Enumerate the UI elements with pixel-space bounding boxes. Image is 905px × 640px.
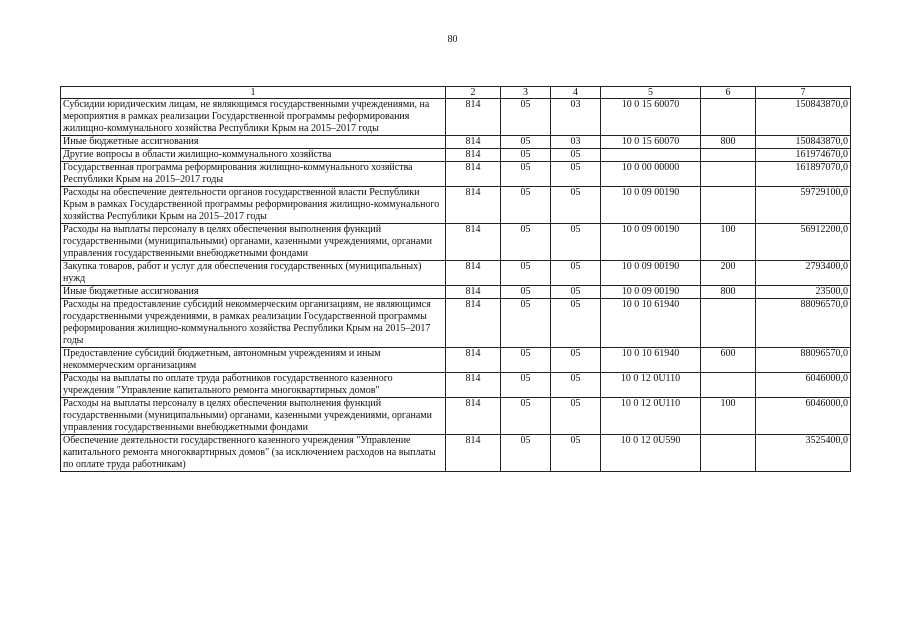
row-target-article: 10 0 10 61940 xyxy=(601,299,701,348)
row-section-code: 05 xyxy=(501,136,551,149)
row-target-article: 10 0 15 60070 xyxy=(601,136,701,149)
row-ministry-code: 814 xyxy=(446,99,501,136)
row-expense-type: 800 xyxy=(701,286,756,299)
row-target-article: 10 0 09 00190 xyxy=(601,187,701,224)
row-target-article xyxy=(601,149,701,162)
row-amount: 6046000,0 xyxy=(756,373,851,398)
row-subsection-code: 05 xyxy=(551,187,601,224)
row-subsection-code: 03 xyxy=(551,99,601,136)
table-row xyxy=(61,286,851,299)
row-subsection-code: 05 xyxy=(551,286,601,299)
table-row xyxy=(61,162,851,187)
row-amount: 88096570,0 xyxy=(756,299,851,348)
row-name: Расходы на выплаты по оплате труда работников государственного казенного учреждения "Управление капитального ремонта многоквартирных домов" xyxy=(61,373,446,398)
row-ministry-code: 814 xyxy=(446,286,501,299)
row-ministry-code: 814 xyxy=(446,348,501,373)
row-section-code: 05 xyxy=(501,162,551,187)
row-subsection-code: 05 xyxy=(551,348,601,373)
row-amount: 23500,0 xyxy=(756,286,851,299)
row-ministry-code: 814 xyxy=(446,136,501,149)
row-expense-type: 100 xyxy=(701,224,756,261)
row-name: Закупка товаров, работ и услуг для обеспечения государственных (муниципальных) нужд xyxy=(61,261,446,286)
row-expense-type: 200 xyxy=(701,261,756,286)
table-row xyxy=(61,373,851,398)
row-amount: 2793400,0 xyxy=(756,261,851,286)
row-ministry-code: 814 xyxy=(446,373,501,398)
row-target-article: 10 0 12 0U590 xyxy=(601,435,701,472)
row-expense-type xyxy=(701,373,756,398)
row-subsection-code: 05 xyxy=(551,261,601,286)
table-row xyxy=(61,224,851,261)
row-subsection-code: 05 xyxy=(551,162,601,187)
row-section-code: 05 xyxy=(501,286,551,299)
row-section-code: 05 xyxy=(501,299,551,348)
row-name: Расходы на обеспечение деятельности органов государственной власти Республики Крым в рамках Государственной программы реформирования жилищно-коммунального хозяйства Республики Крым на 2015–2017 годы xyxy=(61,187,446,224)
table-row xyxy=(61,149,851,162)
row-expense-type xyxy=(701,299,756,348)
row-ministry-code: 814 xyxy=(446,398,501,435)
row-section-code: 05 xyxy=(501,373,551,398)
row-amount: 59729100,0 xyxy=(756,187,851,224)
row-name: Иные бюджетные ассигнования xyxy=(61,136,446,149)
row-name: Иные бюджетные ассигнования xyxy=(61,286,446,299)
row-section-code: 05 xyxy=(501,187,551,224)
row-amount: 161974670,0 xyxy=(756,149,851,162)
row-name: Расходы на предоставление субсидий некоммерческим организациям, не являющимся государственными учреждениями, в рамках реализации Государственной программы реформирования жилищно-коммунального хозяйства Республики Крым на 2015–2017 годы xyxy=(61,299,446,348)
row-amount: 56912200,0 xyxy=(756,224,851,261)
header-row xyxy=(61,87,851,99)
table-row xyxy=(61,398,851,435)
header-cell: 4 xyxy=(551,87,601,99)
row-subsection-code: 05 xyxy=(551,373,601,398)
row-expense-type xyxy=(701,187,756,224)
table-row xyxy=(61,299,851,348)
row-name: Субсидии юридическим лицам, не являющимся государственными учреждениями, на мероприятия в рамках реализации Государственной программы реформирования жилищно-коммунального хозяйства Республики Крым на 2015–2017 годы xyxy=(61,99,446,136)
row-ministry-code: 814 xyxy=(446,261,501,286)
row-expense-type xyxy=(701,435,756,472)
row-section-code: 05 xyxy=(501,398,551,435)
row-name: Обеспечение деятельности государственного казенного учреждения "Управление капитального ремонта многоквартирных домов" (за исключением расходов на выплаты по оплате труда работникам) xyxy=(61,435,446,472)
row-section-code: 05 xyxy=(501,99,551,136)
row-target-article: 10 0 00 00000 xyxy=(601,162,701,187)
row-amount: 88096570,0 xyxy=(756,348,851,373)
row-target-article: 10 0 09 00190 xyxy=(601,224,701,261)
row-subsection-code: 05 xyxy=(551,224,601,261)
header-cell: 1 xyxy=(61,87,446,99)
row-expense-type xyxy=(701,99,756,136)
row-amount: 6046000,0 xyxy=(756,398,851,435)
table-row xyxy=(61,136,851,149)
row-ministry-code: 814 xyxy=(446,162,501,187)
row-target-article: 10 0 15 60070 xyxy=(601,99,701,136)
row-target-article: 10 0 09 00190 xyxy=(601,286,701,299)
row-amount: 150843870,0 xyxy=(756,136,851,149)
row-target-article: 10 0 10 61940 xyxy=(601,348,701,373)
row-name: Расходы на выплаты персоналу в целях обеспечения выполнения функций государственными (муниципальными) органами, казенными учреждениями, органами управления государственными внебюджетными фондами xyxy=(61,398,446,435)
table-row xyxy=(61,187,851,224)
row-subsection-code: 05 xyxy=(551,398,601,435)
page-number: 80 xyxy=(447,34,458,45)
header-cell: 3 xyxy=(501,87,551,99)
table-row xyxy=(61,99,851,136)
row-ministry-code: 814 xyxy=(446,224,501,261)
row-subsection-code: 05 xyxy=(551,149,601,162)
row-ministry-code: 814 xyxy=(446,435,501,472)
row-name: Другие вопросы в области жилищно-коммунального хозяйства xyxy=(61,149,446,162)
row-section-code: 05 xyxy=(501,435,551,472)
header-cell: 2 xyxy=(446,87,501,99)
row-amount: 150843870,0 xyxy=(756,99,851,136)
row-section-code: 05 xyxy=(501,261,551,286)
table-row xyxy=(61,348,851,373)
row-target-article: 10 0 12 0U110 xyxy=(601,373,701,398)
row-name: Предоставление субсидий бюджетным, автономным учреждениям и иным некоммерческим организациям xyxy=(61,348,446,373)
row-target-article: 10 0 09 00190 xyxy=(601,261,701,286)
row-expense-type: 100 xyxy=(701,398,756,435)
budget-table xyxy=(60,86,851,472)
row-ministry-code: 814 xyxy=(446,187,501,224)
row-name: Государственная программа реформирования жилищно-коммунального хозяйства Республики Крым на 2015–2017 годы xyxy=(61,162,446,187)
row-section-code: 05 xyxy=(501,348,551,373)
header-cell: 5 xyxy=(601,87,701,99)
row-subsection-code: 05 xyxy=(551,299,601,348)
row-name: Расходы на выплаты персоналу в целях обеспечения выполнения функций государственными (муниципальными) органами, казенными учреждениями, органами управления государственными внебюджетными фондами xyxy=(61,224,446,261)
table-row xyxy=(61,261,851,286)
row-section-code: 05 xyxy=(501,149,551,162)
row-ministry-code: 814 xyxy=(446,299,501,348)
row-amount: 161897070,0 xyxy=(756,162,851,187)
row-expense-type: 800 xyxy=(701,136,756,149)
row-ministry-code: 814 xyxy=(446,149,501,162)
header-cell: 7 xyxy=(756,87,851,99)
row-expense-type: 600 xyxy=(701,348,756,373)
row-subsection-code: 03 xyxy=(551,136,601,149)
row-expense-type xyxy=(701,162,756,187)
table-row xyxy=(61,435,851,472)
row-section-code: 05 xyxy=(501,224,551,261)
row-target-article: 10 0 12 0U110 xyxy=(601,398,701,435)
row-subsection-code: 05 xyxy=(551,435,601,472)
row-expense-type xyxy=(701,149,756,162)
row-amount: 3525400,0 xyxy=(756,435,851,472)
header-cell: 6 xyxy=(701,87,756,99)
